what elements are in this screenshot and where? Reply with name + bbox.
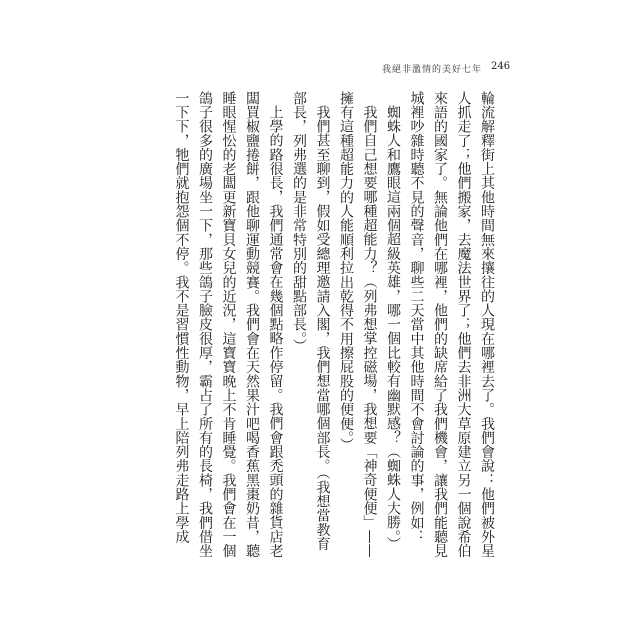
paragraph: 蜘蛛人和鷹眼這兩個超級英雄，哪一個比較有幽默感？（蜘蛛人大勝。）: [385, 105, 401, 551]
paragraph: 上學的路很長，我們通常會在幾個點略作停留。我們會跟禿頭的雜貨店老闆買椒鹽捲餅，跟他聊運動競賽。我們會在天然果汁吧喝香蕉黑棗奶昔，聽睡眼惺忪的老闆更新寶貝女兒的近況，這寶寶晚上不肯睡覺。我們會在一個鴿子很多的廣場坐一下，那些鴿子臉皮很厚，霸占了所有的長椅，我們借坐一下下，牠們就抱怨個不停。我不是習慣性動物，早上陪列弗走路上學成: [173, 91, 284, 558]
paragraph: 我們甚至聊到，假如受總理邀請入閣，我們想當哪個部長。（我想當教育部長，列弗選的是非常特別的甜點部長。）: [291, 91, 331, 551]
body-text: [173, 91, 498, 559]
paragraph: 我們自己想要哪種超能力？（列弗想掌控磁場，我想要「神奇便便」——擁有這種超能力的人能順利拉出乾得不用擦屁股的便便。）: [338, 91, 378, 558]
paragraph: 輪流解釋街上其他時間無來攘往的人現在哪裡去了。我們會說：他們被外星人抓走了；他們搬家，去魔法世界了；他們去非洲大草原建立另一個說希伯來語的國家了。無論他們在哪裡，他們的缺席給了我們機會，讓我們能聽見城裡吵雜時聽不見的聲音，聊些二天當中其他時間不會討論的事，例如：: [408, 91, 495, 558]
page-number-text: 246: [491, 61, 511, 72]
running-header: 我絕非濫情的美好七年: [381, 65, 482, 75]
